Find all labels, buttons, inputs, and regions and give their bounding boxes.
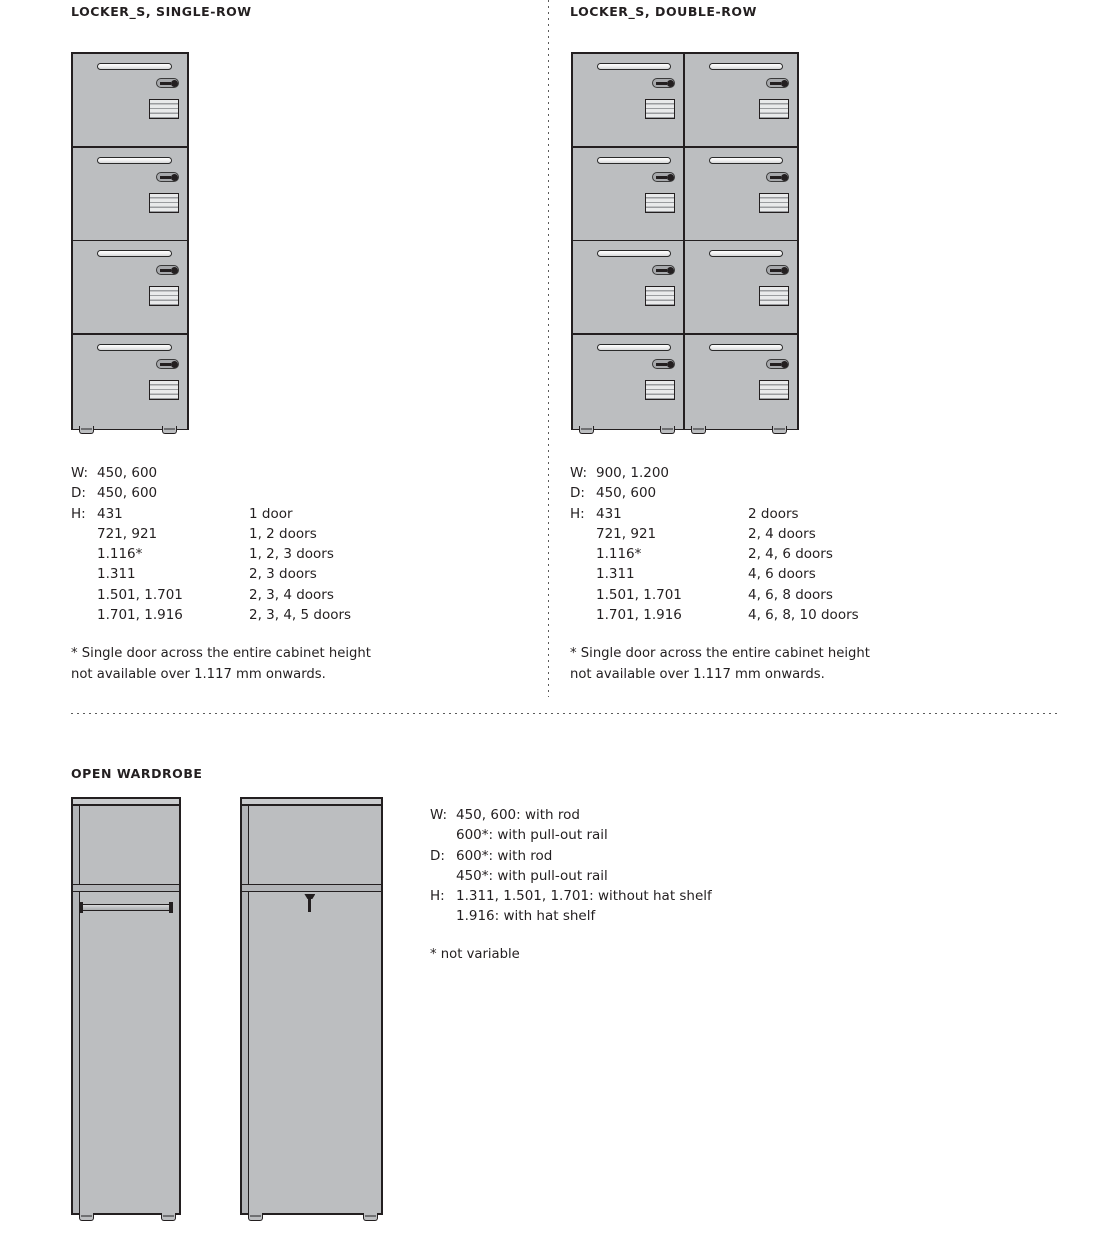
ventilation-grille-icon xyxy=(645,193,675,213)
open-wardrobe-footnote: * not variable xyxy=(430,947,520,962)
spec-label-height: H: xyxy=(430,888,445,905)
wardrobe-left-foot-2 xyxy=(161,1213,176,1221)
ventilation-grille-icon xyxy=(759,286,789,306)
spec-label-height: H: xyxy=(71,505,86,522)
spec-row-height-2 xyxy=(570,524,816,544)
spec-height-value: 1.701, 1.916 xyxy=(596,607,682,624)
spec-row-height-5 xyxy=(570,585,833,605)
ventilation-grille-icon xyxy=(149,380,179,400)
door-handle[interactable] xyxy=(97,250,172,257)
spec-value-width-1: 450, 600: with rod xyxy=(456,807,580,823)
spec-height-value: 1.701, 1.916 xyxy=(97,607,183,624)
door-handle[interactable] xyxy=(709,63,783,70)
spec-value-depth: 450, 600 xyxy=(97,485,158,502)
door-handle[interactable] xyxy=(597,250,671,257)
spec-door-count: 4, 6, 8 doors xyxy=(748,586,833,603)
spec-height-value: 1.116* xyxy=(97,546,143,563)
spec-label-depth: D: xyxy=(570,485,585,502)
pull-out-rail-end-left xyxy=(79,902,83,913)
spec-label-width: W: xyxy=(71,465,89,481)
spec-row-height-1 xyxy=(430,886,712,906)
locker-door[interactable] xyxy=(73,148,187,242)
spec-label-width: W: xyxy=(570,465,588,481)
locker-double-row-illustration xyxy=(571,52,799,430)
lock-icon[interactable] xyxy=(766,78,789,88)
door-handle[interactable] xyxy=(597,63,671,70)
wardrobe-left-foot-1 xyxy=(79,1213,94,1221)
spec-door-count: 4, 6 doors xyxy=(748,566,816,583)
cabinet-foot-2 xyxy=(660,426,675,434)
spec-height-value: 1.501, 1.701 xyxy=(596,586,682,603)
open-wardrobe-rod-illustration xyxy=(240,797,383,1215)
spec-row-width xyxy=(71,463,183,483)
ventilation-grille-icon xyxy=(149,99,179,119)
ventilation-grille-icon xyxy=(645,380,675,400)
lock-icon[interactable] xyxy=(766,172,789,182)
door-handle[interactable] xyxy=(709,250,783,257)
locker-single-row-title: LOCKER_S, SINGLE-ROW xyxy=(71,4,252,19)
spec-row-height-4 xyxy=(71,564,317,584)
spec-height-value: 431 xyxy=(97,505,123,522)
door-handle[interactable] xyxy=(97,344,172,351)
locker-door[interactable] xyxy=(73,335,187,429)
spec-door-count: 2, 3, 4, 5 doors xyxy=(249,607,352,624)
ventilation-grille-icon xyxy=(149,193,179,213)
spec-row-height-3 xyxy=(570,544,833,564)
spec-row-height-2 xyxy=(430,906,712,926)
locker-door[interactable] xyxy=(73,241,187,335)
ventilation-grille-icon xyxy=(149,286,179,306)
spec-value-depth-2: 450*: with pull-out rail xyxy=(456,867,608,884)
ventilation-grille-icon xyxy=(759,380,789,400)
spec-value-depth-1: 600*: with rod xyxy=(456,847,553,864)
locker-door[interactable] xyxy=(685,335,797,429)
locker-door[interactable] xyxy=(73,54,187,148)
spec-row-depth-2 xyxy=(430,866,712,886)
wardrobe-right-foot-1 xyxy=(248,1213,263,1221)
cabinet-foot-1 xyxy=(79,426,94,434)
open-wardrobe-pull-out-rail-illustration xyxy=(71,797,181,1215)
spec-door-count: 2, 4 doors xyxy=(748,525,816,542)
spec-value-depth: 450, 600 xyxy=(596,485,657,502)
open-wardrobe-title: OPEN WARDROBE xyxy=(71,766,203,781)
locker-door[interactable] xyxy=(685,241,797,335)
spec-value-width: 900, 1.200 xyxy=(596,465,669,481)
spec-height-value: 721, 921 xyxy=(596,525,657,542)
lock-icon[interactable] xyxy=(652,265,675,275)
wardrobe-shelf xyxy=(242,884,381,892)
pull-out-rail xyxy=(81,904,171,911)
spec-value-height-2: 1.916: with hat shelf xyxy=(456,908,596,925)
spec-row-height-4 xyxy=(570,564,816,584)
spec-row-height-6 xyxy=(71,605,352,625)
lock-icon[interactable] xyxy=(766,359,789,369)
spec-label-depth: D: xyxy=(71,485,86,502)
locker-double-row-footnote xyxy=(570,644,870,685)
spec-row-depth xyxy=(570,483,682,503)
spec-row-width xyxy=(570,463,682,483)
spec-row-width-1 xyxy=(430,805,712,825)
lock-icon[interactable] xyxy=(766,265,789,275)
spec-label-height: H: xyxy=(570,505,585,522)
spec-door-count: 1, 2, 3 doors xyxy=(249,546,334,563)
spec-row-width-2 xyxy=(430,825,712,845)
locker-door[interactable] xyxy=(685,54,797,148)
pull-out-rail-end-right xyxy=(169,902,173,913)
spec-value-width: 450, 600 xyxy=(97,465,158,481)
lock-icon[interactable] xyxy=(156,78,179,88)
spec-label-depth: D: xyxy=(430,847,445,864)
spec-row-height-5 xyxy=(71,585,334,605)
spec-height-value: 1.311 xyxy=(596,566,635,583)
wardrobe-top-panel xyxy=(71,797,181,806)
spec-label-width: W: xyxy=(430,807,448,823)
spec-door-count: 4, 6, 8, 10 doors xyxy=(748,607,859,624)
wardrobe-shelf xyxy=(73,884,179,892)
spec-door-count: 1, 2 doors xyxy=(249,525,317,542)
spec-height-value: 721, 921 xyxy=(97,525,158,542)
column-divider xyxy=(548,0,549,697)
locker-single-row-specs xyxy=(71,463,352,625)
spec-row-height-3 xyxy=(71,544,334,564)
lock-icon[interactable] xyxy=(652,172,675,182)
door-handle[interactable] xyxy=(709,344,783,351)
cabinet-foot-2 xyxy=(162,426,177,434)
lock-icon[interactable] xyxy=(652,359,675,369)
hanging-rod xyxy=(308,894,311,912)
spec-row-height-2 xyxy=(71,524,317,544)
locker-door[interactable] xyxy=(573,148,685,242)
ventilation-grille-icon xyxy=(645,286,675,306)
locker-single-row-footnote xyxy=(71,644,371,685)
spec-height-value: 1.311 xyxy=(97,566,136,583)
footnote-line-1: * Single door across the entire cabinet height xyxy=(71,646,371,661)
cabinet-foot-1 xyxy=(579,426,594,434)
footnote-line-2: not available over 1.117 mm onwards. xyxy=(570,666,825,682)
door-handle[interactable] xyxy=(709,157,783,164)
door-handle[interactable] xyxy=(97,63,172,70)
ventilation-grille-icon xyxy=(759,99,789,119)
footnote-line-1: * Single door across the entire cabinet height xyxy=(570,646,870,661)
spec-row-height-1 xyxy=(570,504,799,524)
door-handle[interactable] xyxy=(597,157,671,164)
spec-door-count: 2, 3, 4 doors xyxy=(249,586,334,603)
locker-door[interactable] xyxy=(685,148,797,242)
wardrobe-side-panel-left xyxy=(73,806,80,1213)
spec-value-height-1: 1.311, 1.501, 1.701: without hat shelf xyxy=(456,888,712,905)
locker-door[interactable] xyxy=(573,335,685,429)
spec-door-count: 2, 4, 6 doors xyxy=(748,546,833,563)
wardrobe-side-panel-left xyxy=(242,806,249,1213)
spec-row-height-6 xyxy=(570,605,859,625)
lock-icon[interactable] xyxy=(652,78,675,88)
cabinet-foot-3 xyxy=(691,426,706,434)
spec-row-depth xyxy=(71,483,183,503)
door-handle[interactable] xyxy=(597,344,671,351)
locker-double-row-title: LOCKER_S, DOUBLE-ROW xyxy=(570,4,757,19)
wardrobe-right-foot-2 xyxy=(363,1213,378,1221)
section-divider xyxy=(71,713,1061,714)
lock-icon[interactable] xyxy=(156,172,179,182)
lock-icon[interactable] xyxy=(156,265,179,275)
door-handle[interactable] xyxy=(97,157,172,164)
wardrobe-top-panel xyxy=(240,797,383,806)
ventilation-grille-icon xyxy=(645,99,675,119)
spec-value-width-2: 600*: with pull-out rail xyxy=(456,827,608,844)
spec-height-value: 431 xyxy=(596,505,622,522)
locker-single-row-illustration xyxy=(71,52,189,430)
locker-double-row-specs xyxy=(570,463,859,625)
spec-height-value: 1.116* xyxy=(596,546,642,563)
locker-door[interactable] xyxy=(573,54,685,148)
spec-door-count: 1 door xyxy=(249,505,293,522)
open-wardrobe-specs xyxy=(430,805,712,927)
spec-row-depth-1 xyxy=(430,846,712,866)
footnote-line-2: not available over 1.117 mm onwards. xyxy=(71,666,326,682)
spec-height-value: 1.501, 1.701 xyxy=(97,586,183,603)
ventilation-grille-icon xyxy=(759,193,789,213)
spec-door-count: 2 doors xyxy=(748,505,799,522)
lock-icon[interactable] xyxy=(156,359,179,369)
locker-door[interactable] xyxy=(573,241,685,335)
spec-row-height-1 xyxy=(71,504,293,524)
cabinet-foot-4 xyxy=(772,426,787,434)
spec-door-count: 2, 3 doors xyxy=(249,566,317,583)
